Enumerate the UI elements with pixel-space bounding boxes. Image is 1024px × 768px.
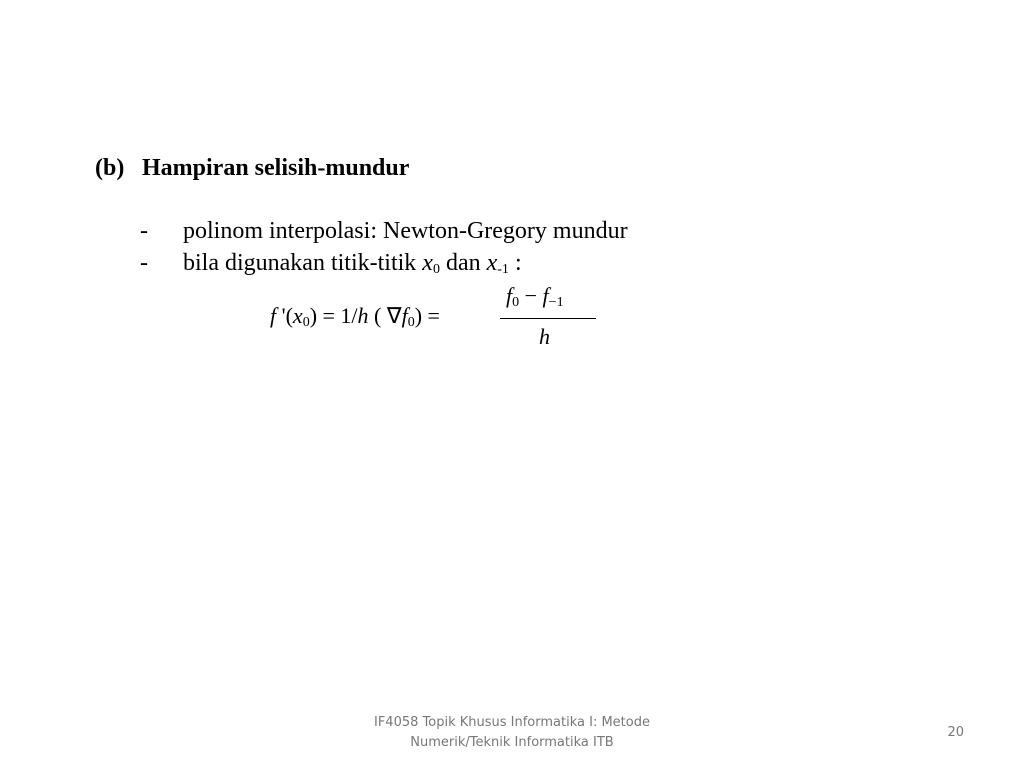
bullet-item-2 bbox=[140, 250, 522, 277]
var-x: x bbox=[422, 250, 433, 276]
formula-text: ) = 1/ bbox=[309, 303, 358, 328]
bullet-text-post: : bbox=[508, 250, 522, 276]
subscript: 0 bbox=[432, 262, 440, 277]
fraction-denominator: h bbox=[539, 324, 550, 349]
formula-text: ) = bbox=[414, 303, 440, 328]
subscript: 0 bbox=[407, 315, 415, 330]
subscript: -1 bbox=[497, 262, 509, 277]
var-x: x bbox=[292, 303, 303, 328]
bullet-text: polinom interpolasi: Newton-Gregory mundur bbox=[183, 218, 628, 244]
page-number: 20 bbox=[947, 725, 964, 740]
bullet-item-1 bbox=[140, 218, 628, 245]
var-f: f bbox=[506, 283, 513, 308]
formula-text: '( bbox=[276, 303, 293, 328]
var-f: f bbox=[270, 303, 277, 328]
var-x: x bbox=[486, 250, 498, 276]
fraction-bar bbox=[500, 318, 596, 319]
minus-sign: − bbox=[519, 283, 543, 308]
formula-lhs bbox=[270, 303, 440, 329]
bullet-dash: - bbox=[140, 250, 148, 276]
subscript: 0 bbox=[302, 315, 310, 330]
bullet-text-pre: bila digunakan titik-titik bbox=[183, 250, 423, 276]
section-title: Hampiran selisih-mundur bbox=[142, 155, 410, 181]
var-f: f bbox=[401, 303, 408, 328]
subscript: −1 bbox=[548, 295, 564, 310]
bullet-text-mid: dan bbox=[439, 250, 487, 276]
fraction-numerator bbox=[506, 283, 564, 309]
var-f: f bbox=[542, 283, 549, 308]
footer-line-2: Numerik/Teknik Informatika ITB bbox=[410, 735, 614, 750]
nabla-symbol: ∇ bbox=[386, 303, 402, 328]
subscript: 0 bbox=[512, 295, 520, 310]
section-heading bbox=[95, 155, 409, 182]
footer-text bbox=[312, 713, 712, 753]
formula-text: ( bbox=[368, 303, 387, 328]
section-label: (b) bbox=[95, 155, 125, 181]
footer-line-1: IF4058 Topik Khusus Informatika I: Metode bbox=[374, 715, 650, 730]
bullet-dash: - bbox=[140, 218, 148, 244]
var-h: h bbox=[357, 303, 369, 328]
